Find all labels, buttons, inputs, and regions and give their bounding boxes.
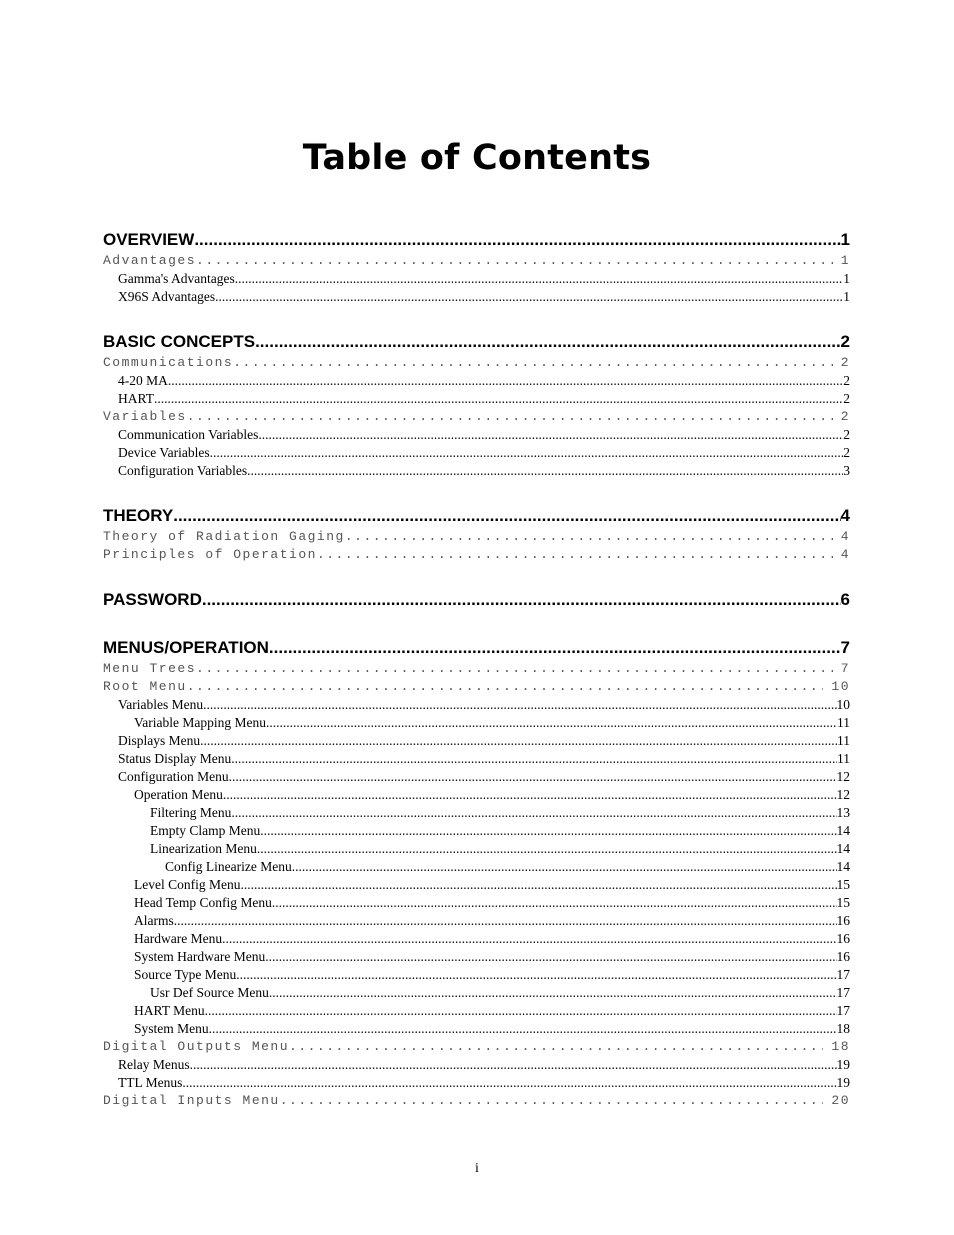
toc-entry-label: Gamma's Advantages bbox=[118, 271, 235, 286]
toc-entry[interactable] bbox=[103, 1056, 850, 1074]
toc-leader-dots bbox=[229, 768, 837, 786]
toc-leader-dots bbox=[240, 876, 836, 894]
toc-entry-page: 2 bbox=[840, 332, 850, 351]
toc-entry[interactable] bbox=[103, 372, 850, 390]
toc-leader-dots bbox=[205, 1002, 837, 1020]
toc-leader-dots bbox=[210, 444, 844, 462]
toc-entry-page: 17 bbox=[836, 1003, 850, 1018]
toc-entry[interactable] bbox=[103, 912, 850, 930]
toc-entry[interactable] bbox=[103, 426, 850, 444]
toc-leader-dots bbox=[236, 966, 836, 984]
toc-entry[interactable] bbox=[103, 330, 850, 354]
toc-entry-label: System Hardware Menu bbox=[134, 949, 266, 964]
toc-entry[interactable] bbox=[103, 504, 850, 528]
toc-entry-label: Digital Inputs Menu bbox=[103, 1093, 280, 1108]
toc-entry-page: 2 bbox=[843, 391, 850, 406]
toc-entry[interactable] bbox=[103, 858, 850, 876]
toc-leader-dots bbox=[231, 804, 836, 822]
toc-leader-dots bbox=[317, 546, 833, 564]
toc-entry[interactable] bbox=[103, 876, 850, 894]
toc-entry[interactable] bbox=[103, 546, 850, 564]
toc-entry[interactable] bbox=[103, 1074, 850, 1092]
toc-leader-dots bbox=[231, 750, 837, 768]
toc-entry-label: TTL Menus bbox=[118, 1075, 183, 1090]
toc-entry-label: Relay Menus bbox=[118, 1057, 190, 1072]
toc-entry[interactable] bbox=[103, 408, 850, 426]
toc-entry-label: Variable Mapping Menu bbox=[134, 715, 266, 730]
toc-entry-page: 20 bbox=[831, 1093, 850, 1108]
toc-leader-dots bbox=[269, 984, 837, 1002]
toc-leader-dots bbox=[202, 588, 841, 612]
toc-entry-label: MENUS/OPERATION bbox=[103, 638, 269, 657]
page-number: i bbox=[475, 1161, 479, 1176]
toc-leader-dots bbox=[222, 930, 836, 948]
toc-entry-page: 11 bbox=[837, 715, 850, 730]
toc-entry-label: THEORY bbox=[103, 506, 174, 525]
toc-leader-dots bbox=[187, 408, 833, 426]
toc-leader-dots bbox=[187, 678, 824, 696]
toc-entry-page: 19 bbox=[836, 1075, 850, 1090]
toc-entry-label: OVERVIEW bbox=[103, 230, 195, 249]
toc-entry-page: 4 bbox=[840, 547, 850, 562]
toc-leader-dots bbox=[266, 714, 837, 732]
toc-leader-dots bbox=[272, 894, 837, 912]
toc-entry-label: System Menu bbox=[134, 1021, 209, 1036]
toc-entry[interactable] bbox=[103, 1002, 850, 1020]
toc-entry-label: Principles of Operation bbox=[103, 547, 317, 562]
toc-entry-page: 17 bbox=[836, 967, 850, 982]
toc-entry-page: 7 bbox=[840, 661, 850, 676]
toc-entry-page: 11 bbox=[837, 733, 850, 748]
toc-leader-dots bbox=[173, 504, 840, 528]
toc-entry-label: Level Config Menu bbox=[134, 877, 241, 892]
page-title: Table of Contents bbox=[302, 138, 652, 178]
toc-entry-page: 16 bbox=[836, 949, 850, 964]
toc-entry-label: Source Type Menu bbox=[134, 967, 237, 982]
toc-entry-page: 1 bbox=[840, 253, 850, 268]
toc-entry-label: Variables bbox=[103, 409, 187, 424]
toc-entry[interactable] bbox=[103, 660, 850, 678]
toc-leader-dots bbox=[280, 1092, 824, 1110]
toc-leader-dots bbox=[190, 1056, 837, 1074]
toc-entry-page: 16 bbox=[836, 931, 850, 946]
toc-entry[interactable] bbox=[103, 714, 850, 732]
toc-entry-label: Linearization Menu bbox=[150, 841, 257, 856]
toc-entry-label: X96S Advantages bbox=[118, 289, 216, 304]
toc-entry[interactable] bbox=[103, 732, 850, 750]
toc-entry-page: 4 bbox=[840, 506, 850, 525]
toc-leader-dots bbox=[247, 462, 843, 480]
toc-entry-page: 14 bbox=[836, 859, 850, 874]
toc-leader-dots bbox=[182, 1074, 836, 1092]
toc-entry-page: 19 bbox=[836, 1057, 850, 1072]
toc-entry-label: PASSWORD bbox=[103, 590, 202, 609]
toc-leader-dots bbox=[289, 1038, 823, 1056]
toc-entry-page: 1 bbox=[843, 271, 850, 286]
toc-leader-dots bbox=[200, 732, 837, 750]
toc-entry-label: Alarms bbox=[134, 913, 174, 928]
toc-entry-label: Empty Clamp Menu bbox=[150, 823, 261, 838]
toc-entry-page: 6 bbox=[840, 590, 850, 609]
toc-entry[interactable] bbox=[103, 786, 850, 804]
toc-entry[interactable] bbox=[103, 288, 850, 306]
toc-entry[interactable] bbox=[103, 768, 850, 786]
toc-entry-label: Filtering Menu bbox=[150, 805, 232, 820]
toc-entry[interactable] bbox=[103, 840, 850, 858]
toc-entry-page: 16 bbox=[836, 913, 850, 928]
toc-entry[interactable] bbox=[103, 678, 850, 696]
toc-leader-dots bbox=[215, 288, 843, 306]
toc-entry[interactable] bbox=[103, 270, 850, 288]
toc-entry-page: 2 bbox=[843, 445, 850, 460]
toc-leader-dots bbox=[258, 426, 843, 444]
toc-entry-page: 7 bbox=[840, 638, 850, 657]
toc-entry-page: 15 bbox=[836, 877, 850, 892]
toc-entry[interactable] bbox=[103, 894, 850, 912]
toc-entry-label: Usr Def Source Menu bbox=[150, 985, 269, 1000]
toc-entry-label: Menu Trees bbox=[103, 661, 197, 676]
toc-entry-page: 10 bbox=[836, 697, 850, 712]
toc-entry[interactable] bbox=[103, 636, 850, 660]
toc-entry[interactable] bbox=[103, 462, 850, 480]
toc-leader-dots bbox=[257, 840, 837, 858]
toc-entry-page: 13 bbox=[836, 805, 850, 820]
toc-entry[interactable] bbox=[103, 1092, 850, 1110]
toc-entry-label: Variables Menu bbox=[118, 697, 204, 712]
toc-entry-page: 15 bbox=[836, 895, 850, 910]
toc-entry-label: Digital Outputs Menu bbox=[103, 1039, 290, 1054]
toc-entry[interactable] bbox=[103, 804, 850, 822]
toc-leader-dots bbox=[260, 822, 836, 840]
toc-entry-label: BASIC CONCEPTS bbox=[103, 332, 256, 351]
toc-entry-page: 17 bbox=[836, 985, 850, 1000]
toc-entry-page: 4 bbox=[840, 529, 850, 544]
toc-entry[interactable] bbox=[103, 444, 850, 462]
toc-leader-dots bbox=[203, 696, 836, 714]
toc-entry-label: Head Temp Config Menu bbox=[134, 895, 272, 910]
toc-leader-dots bbox=[209, 1020, 837, 1038]
toc-entry-label: Configuration Menu bbox=[118, 769, 229, 784]
toc-entry[interactable] bbox=[103, 1020, 850, 1038]
toc-leader-dots bbox=[196, 660, 833, 678]
toc-entry-page: 11 bbox=[837, 751, 850, 766]
toc-leader-dots bbox=[235, 270, 843, 288]
toc-leader-dots bbox=[196, 252, 833, 270]
toc-entry-page: 12 bbox=[836, 787, 850, 802]
toc-entry-page: 2 bbox=[840, 355, 850, 370]
toc-leader-dots bbox=[265, 948, 836, 966]
toc-entry-page: 1 bbox=[840, 230, 850, 249]
table-of-contents bbox=[103, 228, 850, 1110]
toc-entry[interactable] bbox=[103, 822, 850, 840]
toc-entry-page: 18 bbox=[831, 1039, 850, 1054]
toc-entry[interactable] bbox=[103, 948, 850, 966]
toc-entry[interactable] bbox=[103, 1038, 850, 1056]
toc-entry-label: Theory of Radiation Gaging bbox=[103, 529, 345, 544]
toc-entry-label: Displays Menu bbox=[118, 733, 201, 748]
toc-leader-dots bbox=[168, 372, 843, 390]
toc-leader-dots bbox=[154, 390, 843, 408]
toc-entry-page: 14 bbox=[836, 841, 850, 856]
toc-entry-label: HART bbox=[118, 391, 154, 406]
toc-entry[interactable] bbox=[103, 930, 850, 948]
toc-entry-label: Configuration Variables bbox=[118, 463, 248, 478]
toc-leader-dots bbox=[292, 858, 837, 876]
toc-leader-dots bbox=[174, 912, 837, 930]
toc-entry[interactable] bbox=[103, 966, 850, 984]
toc-entry-label: Config Linearize Menu bbox=[165, 859, 292, 874]
toc-entry[interactable] bbox=[103, 390, 850, 408]
toc-entry[interactable] bbox=[103, 750, 850, 768]
toc-entry-page: 12 bbox=[836, 769, 850, 784]
toc-entry-label: Communications bbox=[103, 355, 234, 370]
toc-leader-dots bbox=[269, 636, 841, 660]
toc-entry-label: Hardware Menu bbox=[134, 931, 223, 946]
toc-entry-label: Device Variables bbox=[118, 445, 210, 460]
toc-entry-page: 1 bbox=[843, 289, 850, 304]
toc-entry-label: Communication Variables bbox=[118, 427, 259, 442]
toc-entry[interactable] bbox=[103, 228, 850, 252]
toc-entry-page: 14 bbox=[836, 823, 850, 838]
toc-entry-page: 2 bbox=[840, 409, 850, 424]
toc-entry-label: 4-20 MA bbox=[118, 373, 168, 388]
toc-entry[interactable] bbox=[103, 354, 850, 372]
toc-entry-label: HART Menu bbox=[134, 1003, 205, 1018]
toc-entry[interactable] bbox=[103, 984, 850, 1002]
toc-entry[interactable] bbox=[103, 588, 850, 612]
toc-entry-label: Root Menu bbox=[103, 679, 187, 694]
toc-entry-page: 2 bbox=[843, 427, 850, 442]
toc-entry-page: 18 bbox=[836, 1021, 850, 1036]
toc-entry-page: 3 bbox=[843, 463, 850, 478]
toc-leader-dots bbox=[255, 330, 840, 354]
toc-entry-page: 2 bbox=[843, 373, 850, 388]
toc-leader-dots bbox=[233, 354, 832, 372]
toc-leader-dots bbox=[194, 228, 840, 252]
toc-entry-label: Status Display Menu bbox=[118, 751, 232, 766]
toc-entry-label: Operation Menu bbox=[134, 787, 223, 802]
toc-leader-dots bbox=[223, 786, 837, 804]
toc-entry[interactable] bbox=[103, 252, 850, 270]
toc-entry-page: 10 bbox=[831, 679, 850, 694]
toc-entry-label: Advantages bbox=[103, 253, 197, 268]
toc-entry[interactable] bbox=[103, 528, 850, 546]
toc-leader-dots bbox=[345, 528, 833, 546]
toc-entry[interactable] bbox=[103, 696, 850, 714]
